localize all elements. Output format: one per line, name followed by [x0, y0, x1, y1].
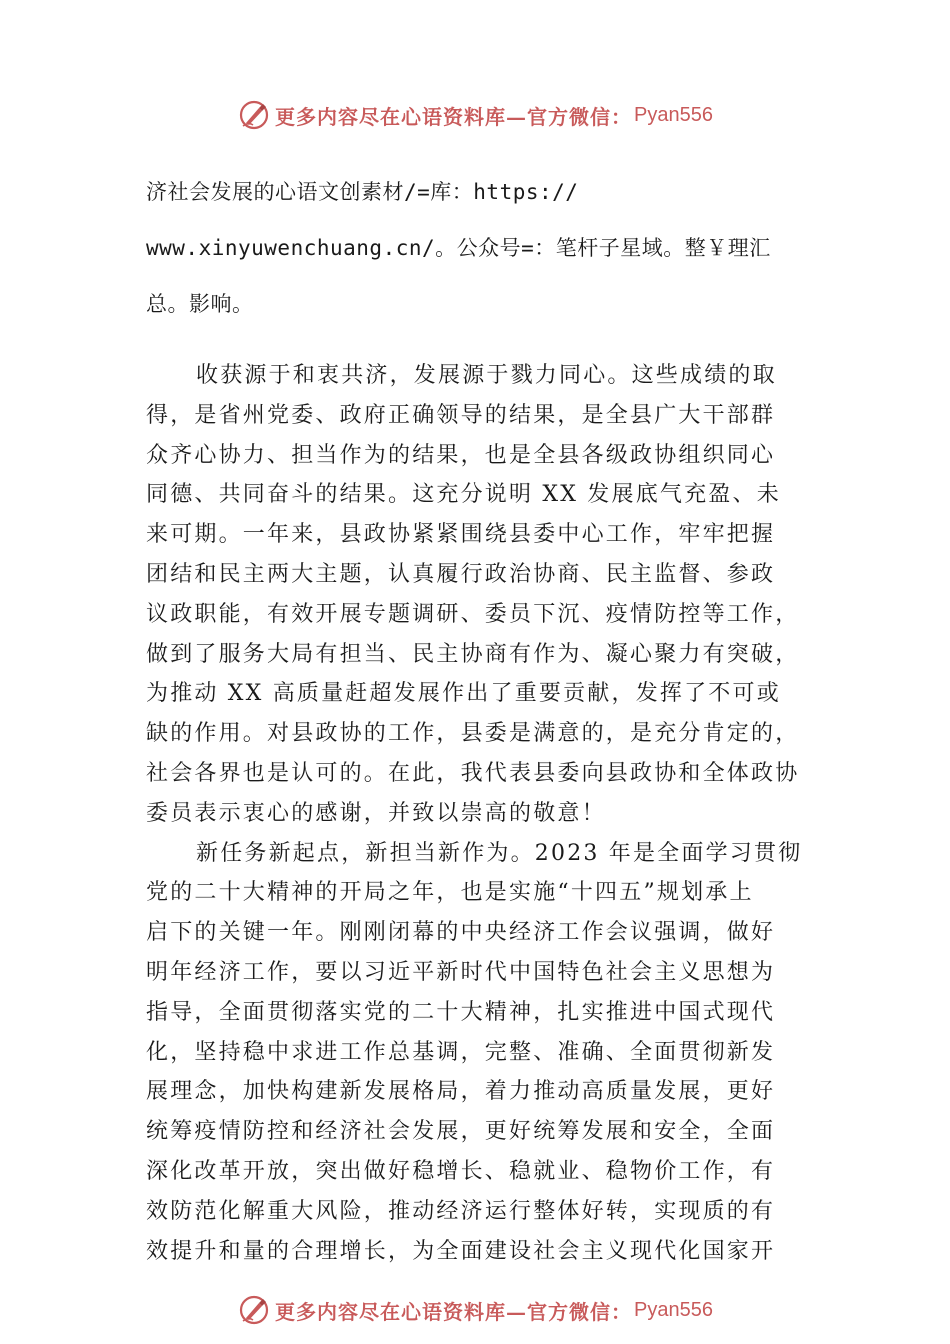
text-line: 效提升和量的合理增长，为全面建设社会主义现代化国家开: [146, 1238, 776, 1264]
text-line: 得，是省州党委、政府正确领导的结果，是全县广大干部群: [146, 402, 776, 428]
promo-line: 总。影响。: [146, 292, 254, 316]
watermark-text: 更多内容尽在心语资料库—官方微信：: [275, 104, 633, 129]
text-line: 效防范化解重大风险，推动经济运行整体好转，实现质的有: [146, 1198, 776, 1224]
text-line: 统筹疫情防控和经济社会发展，更好统筹发展和安全，全面: [146, 1119, 776, 1145]
text-line: 委员表示衷心的感谢，并致以崇高的敬意！: [146, 800, 606, 826]
text-line: 做到了服务大局有担当、民主协商有作为、凝心聚力有突破，: [146, 641, 800, 667]
text-line: 缺的作用。对县政协的工作，县委是满意的，是充分肯定的，: [146, 721, 800, 747]
text-line: 明年经济工作，要以习近平新时代中国特色社会主义思想为: [146, 959, 776, 985]
text-line: 新任务新起点，新担当新作为。2023 年是全面学习贯彻: [196, 840, 803, 866]
watermark-wechat-id: Pyan556: [634, 103, 713, 126]
text-line: 收获源于和衷共济，发展源于戮力同心。这些成绩的取: [196, 363, 777, 388]
text-line: 为推动 XX 高质量赶超发展作出了重要贡献，发挥了不可或: [146, 681, 781, 707]
inserted-promo-text: [146, 150, 822, 346]
paragraph-new-tasks: [146, 834, 822, 1272]
text-line: 指导，全面贯彻落实党的二十大精神，扎实推进中国式现代: [146, 999, 776, 1025]
document-body: [146, 150, 822, 1271]
pen-logo-icon: [237, 98, 271, 132]
promo-line: www.xinyuwenchuang.cn/。公众号=：笔杆子星域。整￥理汇: [146, 236, 771, 260]
watermark-text: 更多内容尽在心语资料库—官方微信：: [275, 1299, 633, 1324]
text-line: 深化改革开放，突出做好稳增长、稳就业、稳物价工作，有: [146, 1158, 776, 1184]
text-line: 社会各界也是认可的。在此，我代表县委向县政协和全体政协: [146, 760, 800, 786]
text-line: 议政职能，有效开展专题调研、委员下沉、疫情防控等工作，: [146, 601, 800, 627]
text-line: 来可期。一年来，县政协紧紧围绕县委中心工作，牢牢把握: [146, 522, 776, 548]
text-line: 团结和民主两大主题，认真履行政治协商、民主监督、参政: [146, 561, 776, 587]
text-line: 同德、共同奋斗的结果。这充分说明 XX 发展底气充盈、未: [146, 482, 781, 508]
text-line: 众齐心协力、担当作为的结果，也是全县各级政协组织同心: [146, 442, 776, 468]
paragraph-harvest: [146, 356, 822, 834]
text-line: 启下的关键一年。刚刚闭幕的中央经济工作会议强调，做好: [146, 920, 776, 946]
header-watermark: [0, 95, 950, 135]
text-line: 化，坚持稳中求进工作总基调，完整、准确、全面贯彻新发: [146, 1039, 776, 1065]
pen-logo-icon: [237, 1293, 271, 1327]
text-line: 党的二十大精神的开局之年，也是实施“十四五”规划承上: [146, 880, 754, 906]
watermark-wechat-id: Pyan556: [634, 1298, 713, 1321]
promo-line: 济社会发展的心语文创素材/=库：https://: [146, 180, 579, 204]
text-line: 展理念，加快构建新发展格局，着力推动高质量发展，更好: [146, 1079, 776, 1105]
footer-watermark: [0, 1290, 950, 1330]
